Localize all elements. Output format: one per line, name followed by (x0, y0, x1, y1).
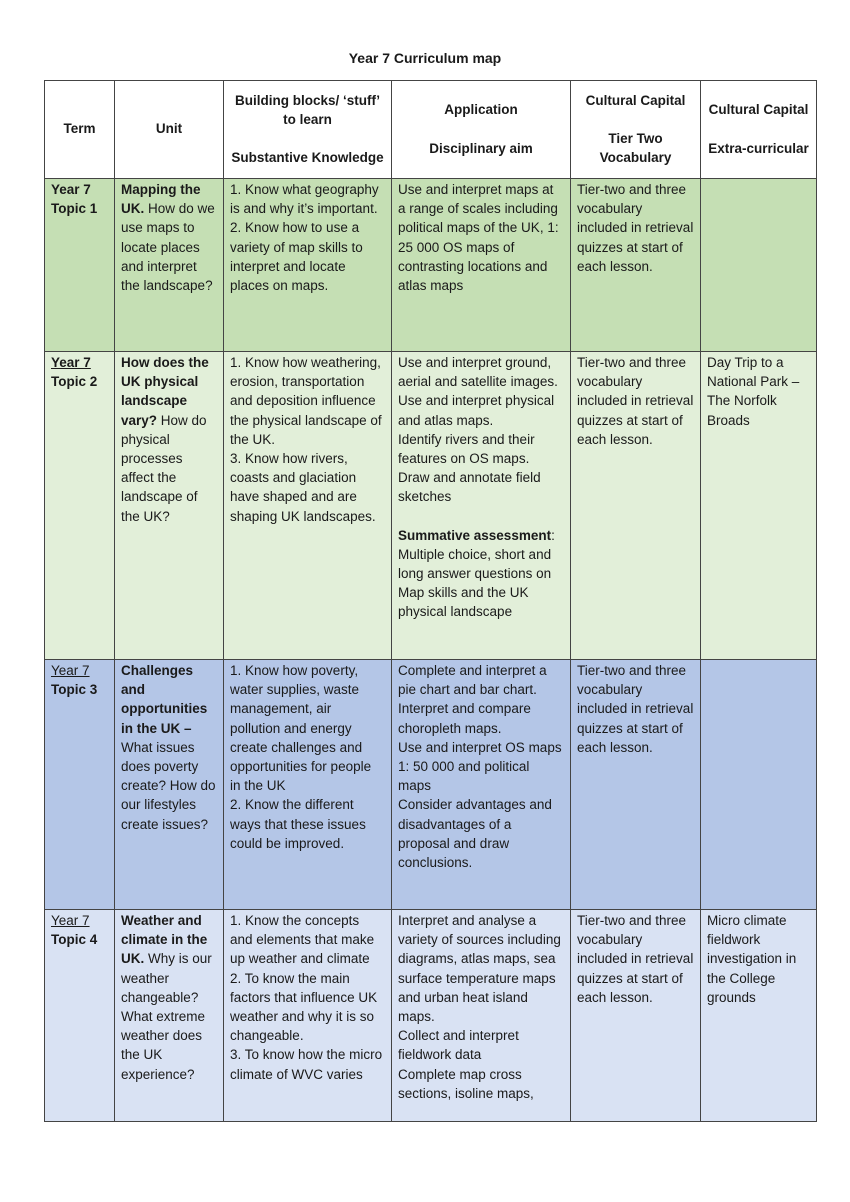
knowledge-item: 2. To know the main factors that influence UK weather and why it is so changeable. (230, 970, 378, 1044)
unit-question: How do we use maps to locate places and interpret the landscape? (121, 201, 215, 294)
header-cultural-capital (571, 81, 701, 179)
unit-question: How do physical processes affect the landscape of the UK? (121, 412, 207, 524)
header-extra-curricular-label: Extra-curricular (708, 140, 809, 156)
term-cell (45, 910, 115, 1122)
application-item: Identify rivers and their features on OS maps. (398, 431, 535, 467)
unit-cell (115, 910, 224, 1122)
header-term: Term (45, 81, 115, 179)
vocabulary-cell: Tier-two and three vocabulary included in retrieval quizzes at start of each lesson. (571, 179, 701, 352)
term-cell (45, 660, 115, 910)
knowledge-item: 2. Know the different ways that these issues could be improved. (230, 797, 366, 851)
application-item: Collect and interpret fieldwork data (398, 1028, 519, 1063)
vocabulary-cell: Tier-two and three vocabulary included in retrieval quizzes at start of each lesson. (571, 352, 701, 660)
extra-curricular-cell (701, 179, 817, 352)
unit-question: What issues does poverty create? How do our lifestyles create issues? (121, 739, 216, 832)
knowledge-item: 3. Know how rivers, coasts and glaciation have shaped and are shaping UK landscapes. (230, 451, 376, 524)
header-extra-title: Cultural Capital (708, 102, 809, 118)
term-year: Year 7 (51, 913, 90, 928)
vocabulary-cell: Tier-two and three vocabulary included in retrieval quizzes at start of each lesson. (571, 660, 701, 910)
application-item: Use and interpret ground, aerial and satellite images. (398, 355, 558, 390)
header-row (45, 81, 817, 179)
knowledge-cell (224, 910, 392, 1122)
application-item: Use and interpret maps at a range of scales including political maps of the UK, 1: 25 000 OS maps of contrasting locations and atlas maps (398, 182, 559, 294)
application-cell (392, 910, 571, 1122)
unit-cell (115, 179, 224, 352)
vocabulary-cell: Tier-two and three vocabulary included in retrieval quizzes at start of each lesson. (571, 910, 701, 1122)
header-building-blocks-title: Building blocks/ ‘stuff’ to learn (235, 92, 380, 127)
application-item: Complete and interpret a pie chart and bar chart. (398, 663, 547, 698)
unit-title: Challenges and opportunities in the UK – (121, 663, 208, 736)
application-cell (392, 660, 571, 910)
unit-cell (115, 660, 224, 910)
header-tier-two-vocabulary: Tier Two Vocabulary (599, 130, 672, 166)
knowledge-item: 1. Know how weathering, erosion, transportation and deposition influence the physical landscape of the UK. (230, 355, 382, 447)
unit-title: How does the UK physical landscape vary? (121, 355, 209, 428)
term-cell (45, 179, 115, 352)
application-item: Use and interpret physical and atlas maps. (398, 393, 555, 428)
header-unit: Unit (115, 81, 224, 179)
term-year: Year 7 (51, 663, 90, 678)
knowledge-cell (224, 352, 392, 660)
knowledge-item: 1. Know the concepts and elements that make up weather and climate (230, 913, 375, 967)
page-title: Year 7 Curriculum map (348, 50, 502, 66)
knowledge-item: 2. Know how to use a variety of map skills to interpret and locate places on maps. (230, 220, 363, 294)
application-cell (392, 179, 571, 352)
application-item: Draw and annotate field sketches (398, 470, 541, 505)
header-application (392, 81, 571, 179)
table-row (45, 352, 817, 660)
table-row (45, 660, 817, 910)
term-topic: Topic 4 (51, 932, 98, 948)
knowledge-item: 1. Know what geography is and why it’s important. (230, 182, 379, 217)
term-year: Year 7 (51, 355, 91, 370)
header-substantive-knowledge: Substantive Knowledge (231, 150, 384, 166)
unit-title: Mapping the UK. (121, 182, 201, 217)
application-item: Interpret and analyse a variety of sources including diagrams, atlas maps, sea surface temperature maps and urban heat island maps. (398, 913, 561, 1025)
header-cultural-capital-title: Cultural Capital (585, 92, 686, 108)
header-extra-curricular (701, 81, 817, 179)
term-cell (45, 352, 115, 660)
header-application-title: Application (444, 102, 518, 118)
term-year: Year 7 (51, 182, 91, 197)
application-item: Consider advantages and disadvantages of a proposal and draw conclusions. (398, 797, 552, 871)
assessment-text: : Multiple choice, short and long answer questions on Map skills and the UK physical landscape (398, 527, 555, 620)
assessment-label: Summative assessment (398, 527, 552, 543)
table-row (45, 179, 817, 352)
term-topic: Topic 2 (51, 374, 98, 390)
header-disciplinary-aim: Disciplinary aim (429, 140, 533, 156)
term-topic: Topic 3 (51, 682, 98, 698)
unit-title: Weather and climate in the UK. (121, 913, 208, 967)
knowledge-item: 1. Know how poverty, water supplies, waste management, air pollution and energy create challenges and opportunities for people in the UK (230, 663, 372, 794)
extra-curricular-cell (701, 660, 817, 910)
table-row (45, 910, 817, 1122)
application-item: Complete map cross sections, isoline maps, (398, 1066, 534, 1101)
application-cell (392, 352, 571, 660)
summative-assessment (398, 526, 564, 622)
knowledge-cell (224, 660, 392, 910)
knowledge-cell (224, 179, 392, 352)
unit-cell (115, 352, 224, 660)
term-topic: Topic 1 (51, 201, 98, 217)
application-item: Use and interpret OS maps 1: 50 000 and political maps (398, 739, 562, 794)
curriculum-table (44, 80, 817, 1122)
extra-curricular-cell: Micro climate fieldwork investigation in the College grounds (701, 910, 817, 1122)
application-item: Interpret and compare choropleth maps. (398, 701, 531, 736)
header-building-blocks (224, 81, 392, 179)
extra-curricular-cell: Day Trip to a National Park – The Norfolk Broads (701, 352, 817, 660)
unit-question: Why is our weather changeable? What extreme weather does the UK experience? (121, 951, 212, 1082)
knowledge-item: 3. To know how the micro climate of WVC varies (230, 1047, 383, 1082)
